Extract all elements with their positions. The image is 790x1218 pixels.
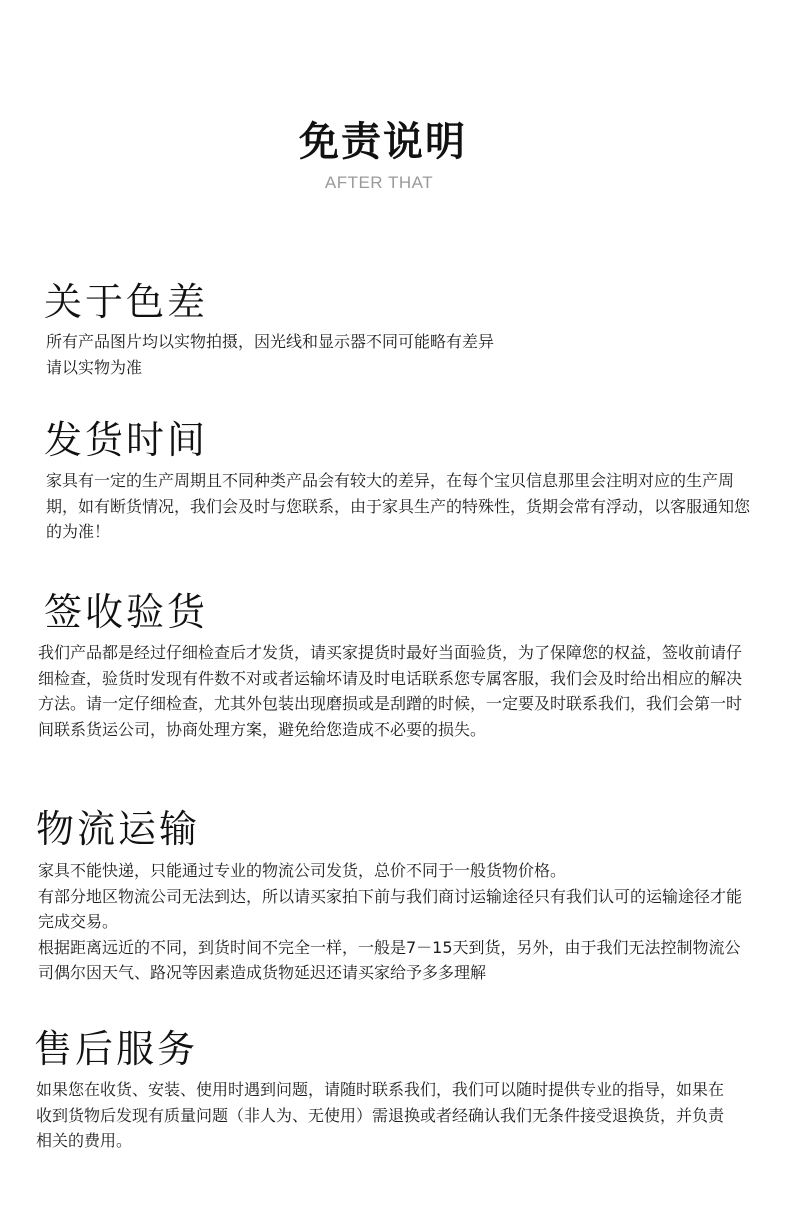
- section-body-inspection: [38, 640, 743, 742]
- page-subtitle: AFTER THAT: [324, 173, 434, 192]
- paragraph: 如果您在收货、安装、使用时遇到问题，请随时联系我们，我们可以随时提供专业的指导，如果在收到货物后发现有质量问题（非人为、无使用）需退换或者经确认我们无条件接受退换货，并负责相关的费用。: [36, 1080, 725, 1151]
- paragraph: 请以实物为准: [46, 357, 143, 377]
- paragraph: 所有产品图片均以实物拍摄，因光线和显示器不同可能略有差异: [46, 332, 495, 351]
- paragraph: 家具不能快递，只能通过专业的物流公司发货，总价不同于一般货物价格。: [38, 861, 567, 880]
- paragraph: 有部分地区物流公司无法到达，所以请买家拍下前与我们商讨运输途径只有我们认可的运输途径才能完成交易。: [38, 886, 743, 932]
- section-heading-color-difference: 关于色差: [44, 280, 209, 324]
- section-heading-after-sales: 售后服务: [34, 1027, 199, 1071]
- section-body-logistics: [38, 858, 743, 986]
- section-body-color-difference: [46, 329, 746, 380]
- paragraph: 我们产品都是经过仔细检查后才发货，请买家提货时最好当面验货，为了保障您的权益，签收前请仔细检查，验货时发现有件数不对或者运输坏请及时电话联系您专属客服，我们会及时给出相应的解决方法。请一定仔细检查，尤其外包装出现磨损或是刮蹭的时候，一定要及时联系我们，我们会第一时间联系货运公司，协商处理方案，避免给您造成不必要的损失。: [38, 643, 743, 739]
- section-body-after-sales: [36, 1077, 726, 1154]
- section-heading-logistics: 物流运输: [36, 807, 201, 851]
- section-body-delivery-time: [46, 468, 751, 545]
- section-heading-inspection: 签收验货: [44, 590, 209, 634]
- page-title: 免责说明: [299, 119, 467, 165]
- section-heading-delivery-time: 发货时间: [44, 418, 209, 462]
- paragraph: 家具有一定的生产周期且不同种类产品会有较大的差异，在每个宝贝信息那里会注明对应的生产周期，如有断货情况，我们会及时与您联系，由于家具生产的特殊性，货期会常有浮动，以客服通知您的为准！: [46, 471, 751, 542]
- paragraph: 根据距离远近的不同，到货时间不完全一样，一般是7－15天到货，另外，由于我们无法控制物流公司偶尔因天气、路况等因素造成货物延迟还请买家给予多多理解: [38, 937, 741, 983]
